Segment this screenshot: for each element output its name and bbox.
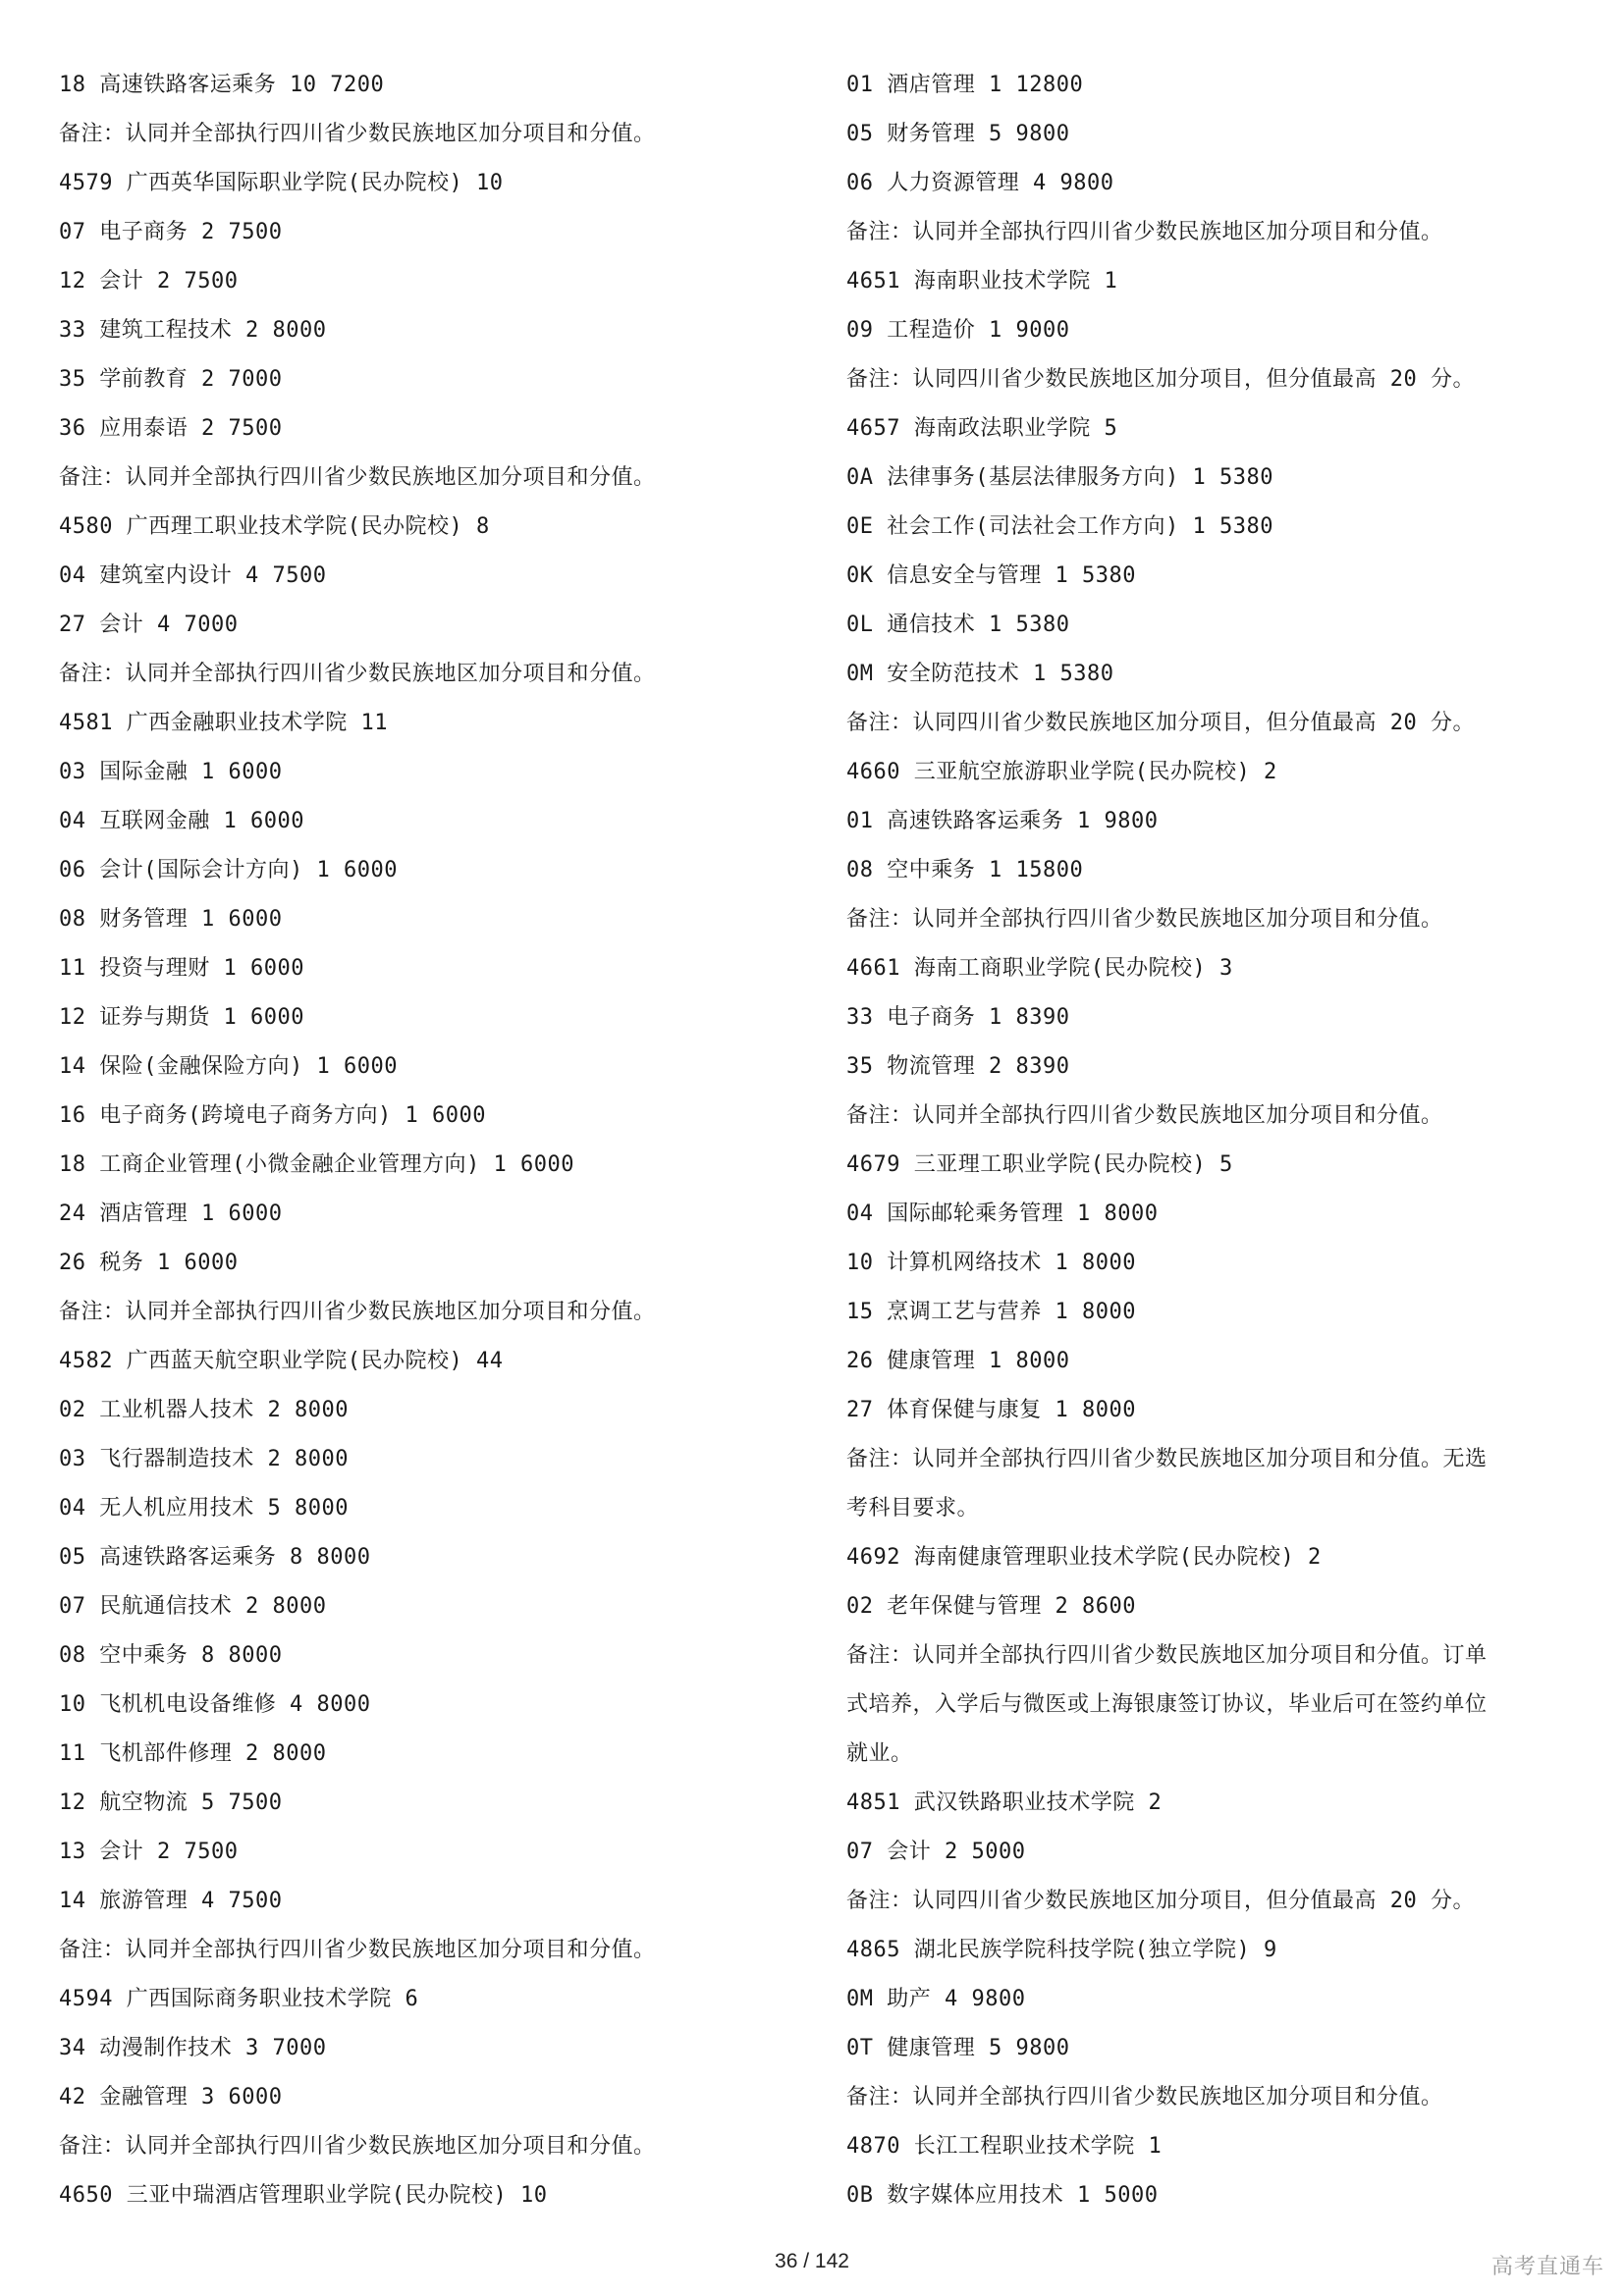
- major-entry: 15 烹调工艺与营养 1 8000: [846, 1300, 1136, 1324]
- major-entry: 16 电子商务(跨境电子商务方向) 1 6000: [59, 1103, 486, 1128]
- remark-line: 备注：认同四川省少数民族地区加分项目，但分值最高 20 分。: [846, 367, 1475, 392]
- major-entry: 0M 安全防范技术 1 5380: [846, 662, 1114, 686]
- major-entry: 18 工商企业管理(小微金融企业管理方向) 1 6000: [59, 1152, 574, 1177]
- major-entry: 04 建筑室内设计 4 7500: [59, 563, 327, 588]
- major-entry: 18 高速铁路客运乘务 10 7200: [59, 73, 385, 97]
- remark-line: 备注：认同并全部执行四川省少数民族地区加分项目和分值。: [59, 2134, 656, 2159]
- major-entry: 14 保险(金融保险方向) 1 6000: [59, 1054, 398, 1079]
- continuation-line: 考科目要求。: [846, 1496, 980, 1521]
- major-entry: 05 财务管理 5 9800: [846, 122, 1070, 146]
- major-entry: 04 国际邮轮乘务管理 1 8000: [846, 1201, 1159, 1226]
- major-entry: 07 电子商务 2 7500: [59, 220, 283, 244]
- major-entry: 0E 社会工作(司法社会工作方向) 1 5380: [846, 514, 1273, 539]
- major-entry: 05 高速铁路客运乘务 8 8000: [59, 1545, 371, 1570]
- major-entry: 12 证券与期货 1 6000: [59, 1005, 304, 1030]
- remark-line: 备注：认同并全部执行四川省少数民族地区加分项目和分值。: [846, 1103, 1443, 1128]
- major-entry: 0K 信息安全与管理 1 5380: [846, 563, 1136, 588]
- remark-line: 备注：认同并全部执行四川省少数民族地区加分项目和分值。: [59, 662, 656, 686]
- major-entry: 35 物流管理 2 8390: [846, 1054, 1070, 1079]
- institution-header: 4651 海南职业技术学院 1: [846, 269, 1118, 294]
- major-entry: 0A 法律事务(基层法律服务方向) 1 5380: [846, 465, 1273, 490]
- major-entry: 36 应用泰语 2 7500: [59, 416, 283, 441]
- institution-header: 4657 海南政法职业学院 5: [846, 416, 1118, 441]
- major-entry: 0L 通信技术 1 5380: [846, 613, 1070, 637]
- major-entry: 34 动漫制作技术 3 7000: [59, 2036, 327, 2060]
- major-entry: 26 健康管理 1 8000: [846, 1349, 1070, 1373]
- left-column: [59, 61, 805, 2220]
- major-entry: 06 会计(国际会计方向) 1 6000: [59, 858, 398, 882]
- continuation-line: 就业。: [846, 1741, 913, 1766]
- major-entry: 03 飞行器制造技术 2 8000: [59, 1447, 349, 1471]
- institution-header: 4692 海南健康管理职业技术学院(民办院校) 2: [846, 1545, 1322, 1570]
- major-entry: 09 工程造价 1 9000: [846, 318, 1070, 343]
- major-entry: 24 酒店管理 1 6000: [59, 1201, 283, 1226]
- remark-line: 备注：认同四川省少数民族地区加分项目，但分值最高 20 分。: [846, 711, 1475, 735]
- remark-line: 备注：认同并全部执行四川省少数民族地区加分项目和分值。无选: [846, 1447, 1488, 1471]
- major-entry: 13 会计 2 7500: [59, 1840, 239, 1864]
- major-entry: 07 民航通信技术 2 8000: [59, 1594, 327, 1619]
- remark-line: 备注：认同并全部执行四川省少数民族地区加分项目和分值。: [59, 122, 656, 146]
- institution-header: 4679 三亚理工职业学院(民办院校) 5: [846, 1152, 1233, 1177]
- major-entry: 03 国际金融 1 6000: [59, 760, 283, 784]
- major-entry: 08 空中乘务 1 15800: [846, 858, 1084, 882]
- institution-header: 4870 长江工程职业技术学院 1: [846, 2134, 1163, 2159]
- remark-line: 备注：认同并全部执行四川省少数民族地区加分项目和分值。: [846, 2085, 1443, 2109]
- major-entry: 04 互联网金融 1 6000: [59, 809, 304, 833]
- major-entry: 27 体育保健与康复 1 8000: [846, 1398, 1136, 1422]
- major-entry: 35 学前教育 2 7000: [59, 367, 283, 392]
- remark-line: 备注：认同并全部执行四川省少数民族地区加分项目和分值。: [59, 1938, 656, 1962]
- major-entry: 10 飞机机电设备维修 4 8000: [59, 1692, 371, 1717]
- major-entry: 33 电子商务 1 8390: [846, 1005, 1070, 1030]
- institution-header: 4851 武汉铁路职业技术学院 2: [846, 1790, 1163, 1815]
- watermark-text: 高考直通车: [1490, 2255, 1604, 2279]
- major-entry: 01 高速铁路客运乘务 1 9800: [846, 809, 1159, 833]
- major-entry: 02 老年保健与管理 2 8600: [846, 1594, 1136, 1619]
- continuation-line: 式培养，入学后与微医或上海银康签订协议，毕业后可在签约单位: [846, 1692, 1488, 1717]
- major-entry: 14 旅游管理 4 7500: [59, 1889, 283, 1913]
- remark-line: 备注：认同并全部执行四川省少数民族地区加分项目和分值。: [59, 465, 656, 490]
- major-entry: 11 飞机部件修理 2 8000: [59, 1741, 327, 1766]
- major-entry: 27 会计 4 7000: [59, 613, 239, 637]
- remark-line: 备注：认同并全部执行四川省少数民族地区加分项目和分值。订单: [846, 1643, 1488, 1668]
- major-entry: 33 建筑工程技术 2 8000: [59, 318, 327, 343]
- institution-header: 4865 湖北民族学院科技学院(独立学院) 9: [846, 1938, 1277, 1962]
- major-entry: 0M 助产 4 9800: [846, 1987, 1026, 2011]
- institution-header: 4580 广西理工职业技术学院(民办院校) 8: [59, 514, 490, 539]
- major-entry: 02 工业机器人技术 2 8000: [59, 1398, 349, 1422]
- major-entry: 0B 数字媒体应用技术 1 5000: [846, 2183, 1159, 2208]
- institution-header: 4661 海南工商职业学院(民办院校) 3: [846, 956, 1233, 981]
- institution-header: 4660 三亚航空旅游职业学院(民办院校) 2: [846, 760, 1277, 784]
- right-column: [846, 61, 1573, 2220]
- major-entry: 04 无人机应用技术 5 8000: [59, 1496, 349, 1521]
- major-entry: 42 金融管理 3 6000: [59, 2085, 283, 2109]
- major-entry: 26 税务 1 6000: [59, 1251, 239, 1275]
- institution-header: 4581 广西金融职业技术学院 11: [59, 711, 388, 735]
- page-number: 36 / 142: [775, 2250, 849, 2272]
- major-entry: 10 计算机网络技术 1 8000: [846, 1251, 1136, 1275]
- major-entry: 07 会计 2 5000: [846, 1840, 1026, 1864]
- remark-line: 备注：认同四川省少数民族地区加分项目，但分值最高 20 分。: [846, 1889, 1475, 1913]
- major-entry: 11 投资与理财 1 6000: [59, 956, 304, 981]
- major-entry: 06 人力资源管理 4 9800: [846, 171, 1114, 195]
- major-entry: 08 空中乘务 8 8000: [59, 1643, 283, 1668]
- major-entry: 08 财务管理 1 6000: [59, 907, 283, 932]
- institution-header: 4579 广西英华国际职业学院(民办院校) 10: [59, 171, 504, 195]
- remark-line: 备注：认同并全部执行四川省少数民族地区加分项目和分值。: [846, 907, 1443, 932]
- major-entry: 0T 健康管理 5 9800: [846, 2036, 1070, 2060]
- major-entry: 12 会计 2 7500: [59, 269, 239, 294]
- institution-header: 4582 广西蓝天航空职业学院(民办院校) 44: [59, 1349, 504, 1373]
- major-entry: 01 酒店管理 1 12800: [846, 73, 1084, 97]
- institution-header: 4650 三亚中瑞酒店管理职业学院(民办院校) 10: [59, 2183, 548, 2208]
- institution-header: 4594 广西国际商务职业技术学院 6: [59, 1987, 419, 2011]
- major-entry: 12 航空物流 5 7500: [59, 1790, 283, 1815]
- remark-line: 备注：认同并全部执行四川省少数民族地区加分项目和分值。: [846, 220, 1443, 244]
- remark-line: 备注：认同并全部执行四川省少数民族地区加分项目和分值。: [59, 1300, 656, 1324]
